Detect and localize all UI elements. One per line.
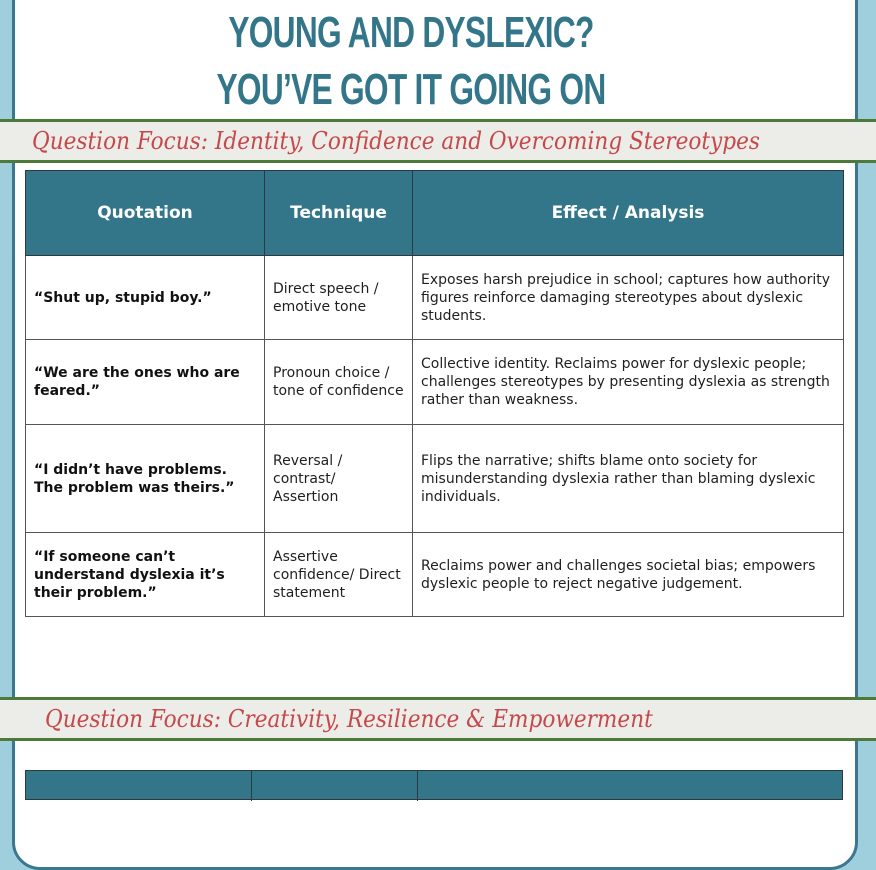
- header-effect-analysis: Effect / Analysis: [413, 171, 844, 256]
- header-technique: Technique: [265, 171, 413, 256]
- table-row: [26, 256, 844, 340]
- column-divider: [251, 771, 252, 801]
- quotation-cell: “Shut up, stupid boy.”: [26, 256, 265, 340]
- second-table-header: [25, 770, 843, 800]
- technique-cell: Direct speech / emotive tone: [265, 256, 413, 340]
- effect-cell: Reclaims power and challenges societal bias; empowers dyslexic people to reject negative judgement.: [413, 533, 844, 617]
- quotation-cell: “We are the ones who are feared.”: [26, 340, 265, 425]
- column-divider: [417, 771, 418, 801]
- effect-cell: Collective identity. Reclaims power for dyslexic people; challenges stereotypes by presenting dyslexia as strength rather than weakness.: [413, 340, 844, 425]
- technique-cell: Assertive confidence/ Direct statement: [265, 533, 413, 617]
- analysis-table: [25, 170, 844, 617]
- table-row: [26, 533, 844, 617]
- quotation-cell: “If someone can’t understand dyslexia it’s their problem.”: [26, 533, 265, 617]
- table-row: [26, 425, 844, 533]
- question-focus-label: Question Focus: Identity, Confidence and Overcoming Stereotypes: [32, 127, 760, 155]
- technique-cell: Reversal / contrast/ Assertion: [265, 425, 413, 533]
- question-focus-banner-1: [0, 119, 876, 163]
- technique-cell: Pronoun choice / tone of confidence: [265, 340, 413, 425]
- header-quotation: Quotation: [26, 171, 265, 256]
- effect-cell: Exposes harsh prejudice in school; captures how authority figures reinforce damaging stereotypes about dyslexic students.: [413, 256, 844, 340]
- table-header-row: [26, 171, 844, 256]
- effect-cell: Flips the narrative; shifts blame onto society for misunderstanding dyslexia rather than blaming dyslexic individuals.: [413, 425, 844, 533]
- question-focus-banner-2: [0, 697, 876, 741]
- quotation-cell: “I didn’t have problems. The problem was theirs.”: [26, 425, 265, 533]
- table-row: [26, 340, 844, 425]
- page-title-line-1: YOUNG AND DYSLEXIC?: [228, 8, 594, 57]
- question-focus-label: Question Focus: Creativity, Resilience & Empowerment: [45, 705, 653, 733]
- page-title-line-2: YOU’VE GOT IT GOING ON: [216, 65, 606, 114]
